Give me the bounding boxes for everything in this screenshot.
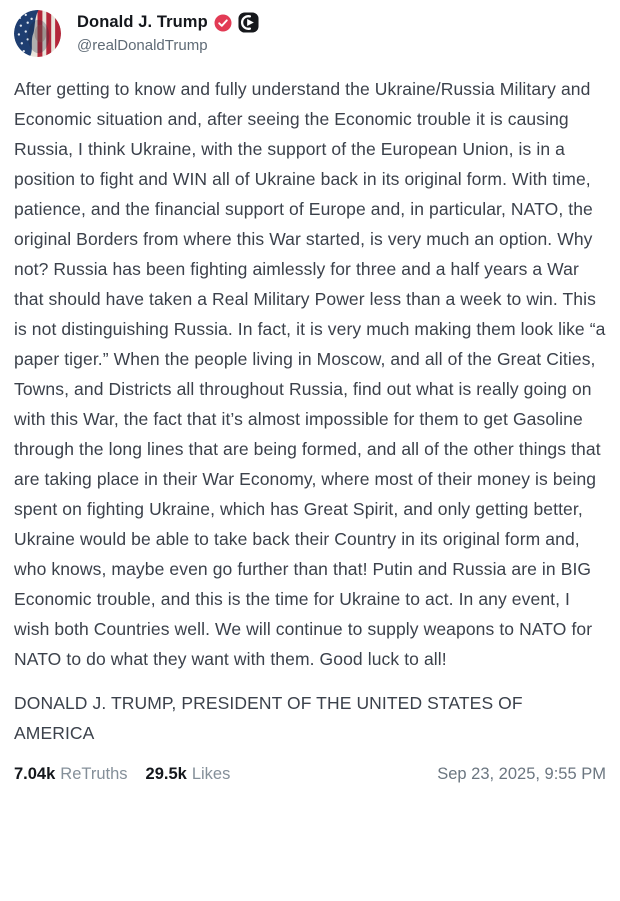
author-name[interactable]: Donald J. Trump [77,13,208,31]
post-signature-text: DONALD J. TRUMP, PRESIDENT OF THE UNITED STATES OF AMERICA [14,693,523,743]
author-avatar[interactable] [14,10,61,57]
likes-count: 29.5k [145,765,187,783]
flag-face-avatar-image [14,10,61,57]
post-timestamp[interactable]: Sep 23, 2025, 9:55 PM [437,765,606,783]
retruths-label: ReTruths [60,765,128,783]
post-body-text: After getting to know and fully understand the Ukraine/Russia Military and Economic situation and, after seeing the Economic trouble it is causing Russia, I think Ukraine, with the support of the European Union, is in a position to fight and WIN all of Ukraine back in its original form. With time, patience, and the financial support of Europe and, in particular, NATO, the original Borders from where this War started, is very much an option. Why not? Russia has been fighting aimlessly for three and a half years a War that should have taken a Real Military Power less than a week to win. This is not distinguishing Russia. In fact, it is very much making them look like “a paper tiger.” When the people living in Moscow, and all of the Great Cities, Towns, and Districts all throughout Russia, find out what is really going on with this War, the fact that it’s almost impossible for them to get Gasoline through the long lines that are being formed, and all of the other things that are taking place in their War Economy, where most of their money is being spent on fighting Ukraine, which has Great Spirit, and only getting better, Ukraine would be able to take back their Country in its original form and, who knows, maybe even go further than that! Putin and Russia are in BIG Economic trouble, and this is the time for Ukraine to act. In any event, I wish both Countries well. We will continue to supply weapons to NATO for NATO to do what they want with them. Good luck to all! [14,79,606,669]
likes-label: Likes [191,765,231,783]
likes-stat[interactable] [146,765,231,784]
retruths-count: 7.04k [14,765,56,783]
truth-play-badge-icon [238,12,259,33]
retruths-stat[interactable] [14,765,128,784]
author-block [77,10,259,54]
author-handle[interactable]: @realDonaldTrump [77,37,208,54]
post-header [14,10,606,57]
verified-badge-icon [214,14,232,32]
stats-bar [14,765,606,784]
stats-left-group [14,765,230,784]
